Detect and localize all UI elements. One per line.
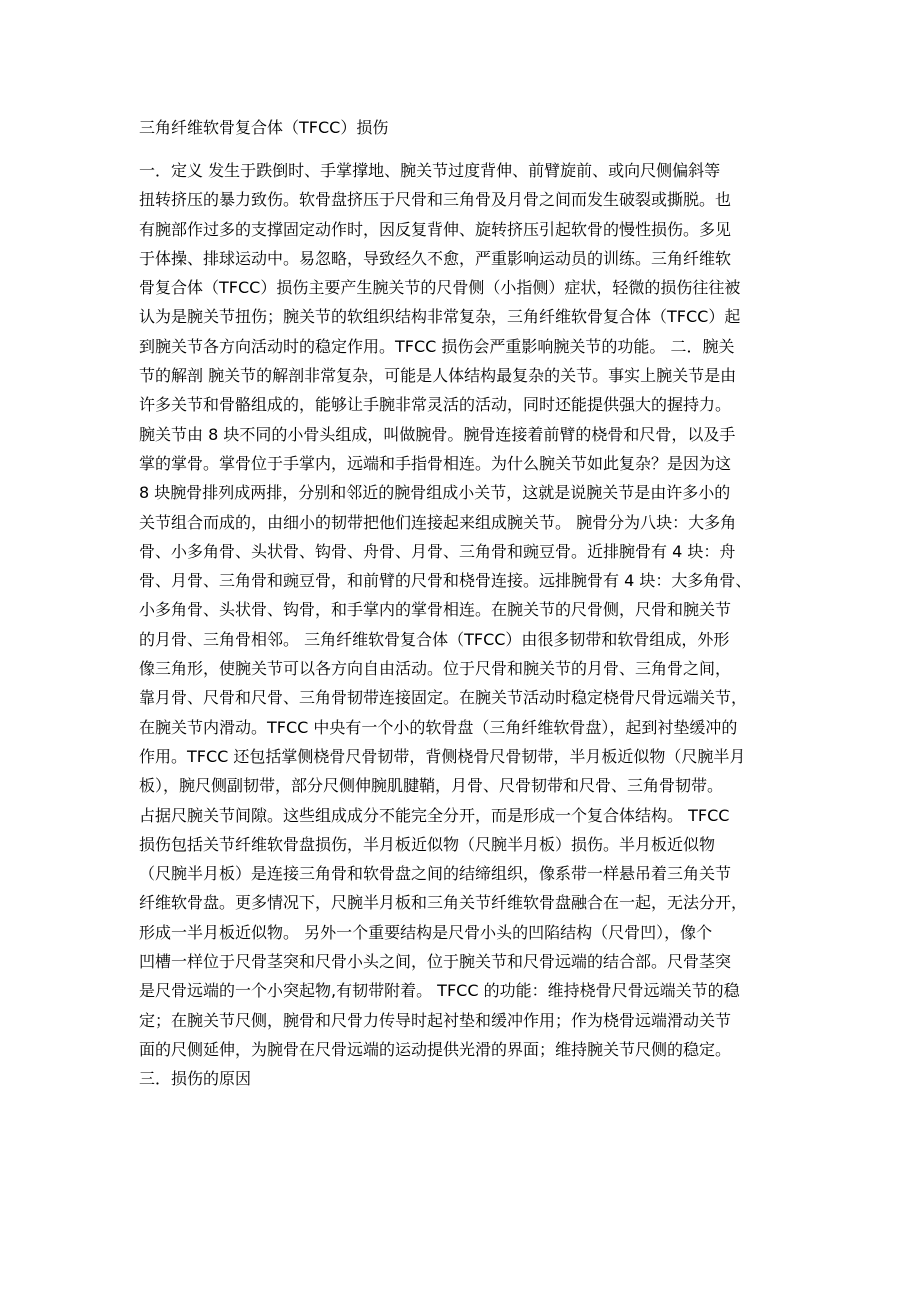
body-line: 掌的掌骨。掌骨位于手掌内，远端和手指骨相连。为什么腕关节如此复杂？是因为这	[139, 453, 732, 473]
body-line: 像三角形，使腕关节可以各方向自由活动。位于尺骨和腕关节的月骨、三角骨之间，	[139, 659, 732, 679]
body-line: 许多关节和骨骼组成的，能够让手腕非常灵活的活动，同时还能提供强大的握持力。	[139, 395, 732, 415]
body-line: 是尺骨远端的一个小突起物,有韧带附着。 TFCC 的功能：维持桡骨尺骨远端关节的稳	[139, 981, 740, 1001]
body-line: 板），腕尺侧副韧带，部分尺侧伸腕肌腱鞘，月骨、尺骨韧带和尺骨、三角骨韧带。	[139, 776, 724, 796]
body-line: 形成一半月板近似物。 另外一个重要结构是尺骨小头的凹陷结构（尺骨凹），像个	[139, 922, 713, 942]
body-line: 纤维软骨盘。更多情况下，尺腕半月板和三角关节纤维软骨盘融合在一起，无法分开，	[139, 893, 748, 913]
body-line: 一．定义 发生于跌倒时、手掌撑地、腕关节过度背伸、前臂旋前、或向尺侧偏斜等	[139, 161, 721, 180]
body-line: 面的尺侧延伸，为腕骨在尺骨远端的运动提供光滑的界面；维持腕关节尺侧的稳定。	[139, 1039, 732, 1059]
body-line: 骨、月骨、三角骨和豌豆骨，和前臂的尺骨和桡骨连接。远排腕骨有 4 块：大多角骨、	[139, 571, 752, 591]
body-line: （尺腕半月板）是连接三角骨和软骨盘之间的结缔组织，像系带一样悬吊着三角关节	[139, 864, 732, 884]
body-line: 到腕关节各方向活动时的稳定作用。TFCC 损伤会严重影响腕关节的功能。 二．腕关	[139, 336, 735, 356]
body-line: 骨复合体（TFCC）损伤主要产生腕关节的尺骨侧（小指侧）症状，轻微的损伤往往被	[139, 278, 741, 298]
body-line: 损伤包括关节纤维软骨盘损伤，半月板近似物（尺腕半月板）损伤。半月板近似物	[139, 834, 716, 854]
body-line: 的月骨、三角骨相邻。 三角纤维软骨复合体（TFCC）由很多韧带和软骨组成，外形	[139, 629, 730, 649]
section-heading-causes: 三．损伤的原因	[139, 1069, 252, 1089]
body-line: 扭转挤压的暴力致伤。软骨盘挤压于尺骨和三角骨及月骨之间而发生破裂或撕脱。也	[139, 190, 732, 210]
document-body	[139, 156, 799, 1094]
body-line: 作用。TFCC 还包括掌侧桡骨尺骨韧带，背侧桡骨尺骨韧带，半月板近似物（尺腕半月	[139, 746, 746, 766]
body-line: 于体操、排球运动中。易忽略，导致经久不愈，严重影响运动员的训练。三角纤维软	[139, 248, 732, 268]
body-line: 有腕部作过多的支撑固定动作时，因反复背伸、旋转挤压引起软骨的慢性损伤。多见	[139, 219, 732, 239]
body-line: 关节组合而成的，由细小的韧带把他们连接起来组成腕关节。 腕骨分为八块：大多角	[139, 512, 737, 532]
body-line: 小多角骨、头状骨、钩骨，和手掌内的掌骨相连。在腕关节的尺骨侧，尺骨和腕关节	[139, 600, 732, 620]
body-line: 靠月骨、尺骨和尺骨、三角骨韧带连接固定。在腕关节活动时稳定桡骨尺骨远端关节，	[139, 688, 748, 708]
body-line: 认为是腕关节扭伤；腕关节的软组织结构非常复杂，三角纤维软骨复合体（TFCC）起	[139, 307, 741, 327]
body-line: 腕关节由 8 块不同的小骨头组成，叫做腕骨。腕骨连接着前臂的桡骨和尺骨，以及手	[139, 424, 736, 444]
body-line: 在腕关节内滑动。TFCC 中央有一个小的软骨盘（三角纤维软骨盘），起到衬垫缓冲的	[139, 717, 738, 737]
body-line: 骨、小多角骨、头状骨、钩骨、舟骨、月骨、三角骨和豌豆骨。近排腕骨有 4 块：舟	[139, 541, 736, 561]
body-line: 凹槽一样位于尺骨茎突和尺骨小头之间，位于腕关节和尺骨远端的结合部。尺骨茎突	[139, 952, 732, 972]
body-line: 节的解剖 腕关节的解剖非常复杂，可能是人体结构最复杂的关节。事实上腕关节是由	[139, 366, 737, 386]
body-line: 8 块腕骨排列成两排，分别和邻近的腕骨组成小关节，这就是说腕关节是由许多小的	[139, 483, 731, 503]
body-line: 占据尺腕关节间隙。这些组成成分不能完全分开，而是形成一个复合体结构。 TFCC	[139, 805, 730, 825]
document-title: 三角纤维软骨复合体（TFCC）损伤	[139, 118, 389, 137]
body-line: 定；在腕关节尺侧，腕骨和尺骨力传导时起衬垫和缓冲作用；作为桡骨远端滑动关节	[139, 1010, 732, 1030]
